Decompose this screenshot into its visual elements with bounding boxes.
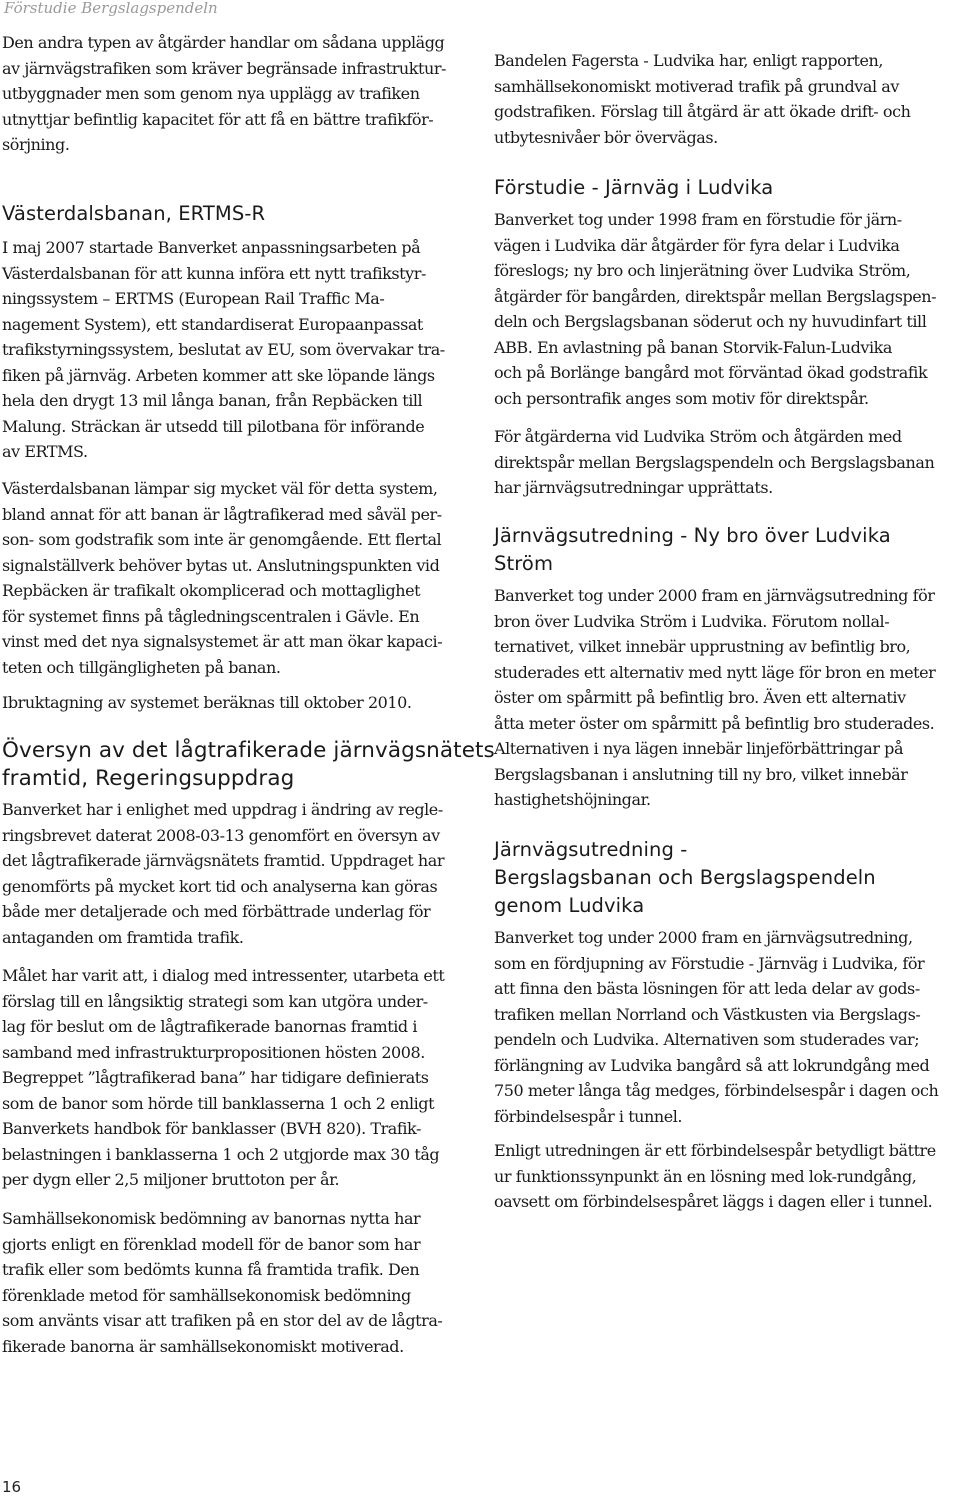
paragraph-utredningen: Enligt utredningen är ett förbindelsespår betydligt bättre ur funktionssynpunkt än en lösning med lok-rundgång, oavsett om förbindelsespåret läggs i dagen eller i tunnel.	[494, 1141, 936, 1211]
page-number: 16	[2, 1478, 22, 1496]
heading-ny-bro: Järnvägsutredning - Ny bro över Ludvika Ström	[494, 524, 891, 575]
paragraph-bergslagsbanan: Banverket tog under 2000 fram en järnvägsutredning, som en fördjupning av Förstudie - Järnväg i Ludvika, för att finna den bästa lösningen för att leda delar av gods- trafiken mellan Norrland och Västkusten via Bergslags- pendeln och Ludvika. Alternativen som studerades var; förlängning av Ludvika bangård så att lokrundgång med 750 meter långa tåg medges, förbindelsespår i dagen och förbindelsespår i tunnel.	[494, 928, 939, 1126]
heading-forstudie-ludvika: Förstudie - Järnväg i Ludvika	[494, 176, 774, 199]
heading-vasterdalsbanan: Västerdalsbanan, ERTMS-R	[2, 202, 266, 225]
running-header: Förstudie Bergslagspendeln	[4, 0, 218, 17]
heading-oversyn: Översyn av det lågtrafikerade järnvägsnätets framtid, Regeringsuppdrag	[2, 738, 495, 791]
paragraph-ertms-date: Ibruktagning av systemet beräknas till oktober 2010.	[2, 693, 412, 712]
paragraph-ertms-start: I maj 2007 startade Banverket anpassningsarbeten på Västerdalsbanan för att kunna införa ett nytt trafikstyr- ningssystem – ERTMS (European Rail Traffic Ma- nagement System), ett standardiserat Europaanpassat trafikstyrningssystem, beslutat av EU, som övervakar tra- fiken på järnväg. Arbeten kommer att ske löpande längs hela den drygt 13 mil långa banan, från Repbäcken till Malung. Sträckan är utsedd till pilotbana för införande av ERTMS.	[2, 238, 445, 461]
paragraph-oversyn: Banverket har i enlighet med uppdrag i ändring av regle- ringsbrevet daterat 2008-03-13 genomfört en översyn av det lågtrafikerade järnvägsnätets framtid. Uppdraget har genomförts på mycket kort tid och analyserna kan göras både mer detaljerade och med förbättrade underlag för antaganden om framtida trafik.	[2, 800, 445, 947]
paragraph-forstudie: Banverket tog under 1998 fram en förstudie för järn- vägen i Ludvika där åtgärder för fyra delar i Ludvika föreslogs; ny bro och linjerätning över Ludvika Ström, åtgärder för bangården, direktspår mellan Bergslagspen- deln och Bergslagsbanan söderut och ny huvudinfart till ABB. En avlastning på banan Storvik-Falun-Ludvika och på Borlänge bangård mot förväntad ökad godstrafik och persontrafik anges som motiv för direktspår.	[494, 210, 937, 408]
paragraph-samhallsekonomisk: Samhällsekonomisk bedömning av banornas nytta har gjorts enligt en förenklad modell för de banor som har trafik eller som bedömts kunna få framtida trafik. Den förenklade metod för samhällsekonomisk bedömning som använts visar att trafiken på en stor del av de lågtra- fikerade banorna är samhällsekonomiskt motiverad.	[2, 1209, 443, 1356]
paragraph-atgarder: För åtgärderna vid Ludvika Ström och åtgärden med direktspår mellan Bergslagspendeln och Bergslagsbanan har järnvägsutredningar upprättats.	[494, 427, 935, 497]
heading-bergslagsbanan: Järnvägsutredning - Bergslagsbanan och Bergslagspendeln genom Ludvika	[494, 838, 876, 917]
paragraph-ertms-suitability: Västerdalsbanan lämpar sig mycket väl för detta system, bland annat för att banan är lågtrafikerad med såväl per- son- som godstrafik som inte är genomgående. Ett flertal signalställverk behöver bytas ut. Anslutningspunkten vid Repbäcken är trafikalt okomplicerad och mottaglighet för systemet finns på tågledningscentralen i Gävle. En vinst med det nya signalsystemet är att man ökar kapaci- teten och tillgängligheten på banan.	[2, 479, 443, 677]
paragraph-intro: Den andra typen av åtgärder handlar om sådana upplägg av järnvägstrafiken som kräver begränsade infrastruktur- utbyggnader men som genom nya upplägg av trafiken utnyttjar befintlig kapacitet för att få en bättre trafikför- sörjning.	[2, 33, 446, 154]
paragraph-ny-bro: Banverket tog under 2000 fram en järnvägsutredning för bron över Ludvika Ström i Ludvika. Förutom nollal- ternativet, vilket innebär upprustning av befintlig bro, studerades ett alternativ med nytt läge för bron en meter öster om spårmitt på befintlig bro. Även ett alternativ åtta meter öster om spårmitt på befintlig bro studerades. Alternativen i nya lägen innebär linjeförbättringar på Bergslagsbanan i anslutning till ny bro, vilket innebär hastighetshöjningar.	[494, 586, 936, 809]
paragraph-fagersta-ludvika: Bandelen Fagersta - Ludvika har, enligt rapporten, samhällsekonomiskt motiverad trafik på grundval av godstrafiken. Förslag till åtgärd är att ökade drift- och utbytesnivåer bör övervägas.	[494, 51, 911, 147]
paragraph-malet: Målet har varit att, i dialog med intressenter, utarbeta ett förslag till en långsiktig strategi som kan utgöra under- lag för beslut om de lågtrafikerade banornas framtid i samband med infrastrukturpropositionen hösten 2008. Begreppet ”lågtrafikerad bana” har tidigare definierats som de banor som hörde till banklasserna 1 och 2 enligt Banverkets handbok för banklasser (BVH 820). Trafik- belastningen i banklasserna 1 och 2 utgjorde max 30 tåg per dygn eller 2,5 miljoner bruttoton per år.	[2, 966, 445, 1189]
